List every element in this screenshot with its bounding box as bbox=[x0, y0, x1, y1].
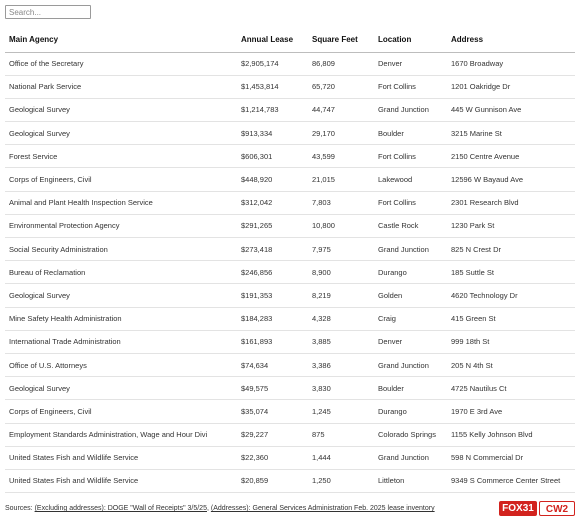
cell-square-feet: 10,800 bbox=[308, 214, 374, 237]
station-logos bbox=[499, 500, 575, 518]
table-row bbox=[5, 238, 575, 261]
table-body bbox=[5, 52, 575, 493]
table-row bbox=[5, 122, 575, 145]
cell-annual-lease: $29,227 bbox=[237, 423, 308, 446]
cell-location: Craig bbox=[374, 307, 447, 330]
cell-annual-lease: $913,334 bbox=[237, 122, 308, 145]
cell-square-feet: 1,250 bbox=[308, 469, 374, 492]
cell-main-agency: Geological Survey bbox=[5, 122, 237, 145]
cell-location: Grand Junction bbox=[374, 98, 447, 121]
sources-footer bbox=[5, 505, 435, 512]
cell-address: 1201 Oakridge Dr bbox=[447, 75, 575, 98]
cell-main-agency: International Trade Administration bbox=[5, 330, 237, 353]
table-row bbox=[5, 145, 575, 168]
cell-square-feet: 3,386 bbox=[308, 353, 374, 376]
fox31-logo: FOX31 bbox=[499, 501, 537, 516]
table-row bbox=[5, 261, 575, 284]
source-link-doge[interactable]: (Excluding addresses): DOGE "Wall of Receipts" 3/5/25 bbox=[34, 505, 207, 512]
cell-square-feet: 65,720 bbox=[308, 75, 374, 98]
table-row bbox=[5, 98, 575, 121]
cell-square-feet: 1,245 bbox=[308, 400, 374, 423]
table-row bbox=[5, 75, 575, 98]
cell-square-feet: 7,803 bbox=[308, 191, 374, 214]
cell-address: 1670 Broadway bbox=[447, 52, 575, 75]
column-header-square-feet[interactable]: Square Feet bbox=[308, 28, 374, 52]
cell-main-agency: United States Fish and Wildlife Service bbox=[5, 469, 237, 492]
cell-annual-lease: $1,453,814 bbox=[237, 75, 308, 98]
search-input[interactable] bbox=[5, 5, 91, 19]
cell-main-agency: Geological Survey bbox=[5, 284, 237, 307]
sources-separator: , bbox=[206, 505, 211, 512]
table-row bbox=[5, 307, 575, 330]
cell-main-agency: Employment Standards Administration, Wage and Hour Divi bbox=[5, 423, 237, 446]
cell-address: 9349 S Commerce Center Street bbox=[447, 469, 575, 492]
cell-square-feet: 21,015 bbox=[308, 168, 374, 191]
cell-address: 415 Green St bbox=[447, 307, 575, 330]
cell-address: 205 N 4th St bbox=[447, 353, 575, 376]
cell-location: Grand Junction bbox=[374, 446, 447, 469]
cell-main-agency: Animal and Plant Health Inspection Service bbox=[5, 191, 237, 214]
cell-location: Littleton bbox=[374, 469, 447, 492]
cell-location: Denver bbox=[374, 330, 447, 353]
cell-annual-lease: $291,265 bbox=[237, 214, 308, 237]
column-header-annual-lease[interactable]: Annual Lease bbox=[237, 28, 308, 52]
cell-address: 1155 Kelly Johnson Blvd bbox=[447, 423, 575, 446]
table-row bbox=[5, 446, 575, 469]
table-row bbox=[5, 469, 575, 492]
table-row bbox=[5, 400, 575, 423]
cell-square-feet: 43,599 bbox=[308, 145, 374, 168]
column-header-main-agency[interactable]: Main Agency bbox=[5, 28, 237, 52]
cell-annual-lease: $161,893 bbox=[237, 330, 308, 353]
cell-location: Boulder bbox=[374, 122, 447, 145]
cell-square-feet: 4,328 bbox=[308, 307, 374, 330]
cell-square-feet: 3,885 bbox=[308, 330, 374, 353]
cell-location: Durango bbox=[374, 400, 447, 423]
cell-square-feet: 8,900 bbox=[308, 261, 374, 284]
cell-location: Fort Collins bbox=[374, 145, 447, 168]
cell-address: 2301 Research Blvd bbox=[447, 191, 575, 214]
cell-location: Denver bbox=[374, 52, 447, 75]
cell-main-agency: Office of U.S. Attorneys bbox=[5, 353, 237, 376]
cell-address: 12596 W Bayaud Ave bbox=[447, 168, 575, 191]
cell-location: Lakewood bbox=[374, 168, 447, 191]
cell-square-feet: 875 bbox=[308, 423, 374, 446]
cell-annual-lease: $35,074 bbox=[237, 400, 308, 423]
table-row bbox=[5, 284, 575, 307]
table-row bbox=[5, 330, 575, 353]
cell-annual-lease: $2,905,174 bbox=[237, 52, 308, 75]
cell-annual-lease: $273,418 bbox=[237, 238, 308, 261]
cell-address: 4620 Technology Dr bbox=[447, 284, 575, 307]
cw2-logo: CW2 bbox=[539, 501, 575, 516]
table-row bbox=[5, 377, 575, 400]
cell-square-feet: 7,975 bbox=[308, 238, 374, 261]
cell-annual-lease: $49,575 bbox=[237, 377, 308, 400]
cell-address: 1970 E 3rd Ave bbox=[447, 400, 575, 423]
cell-location: Fort Collins bbox=[374, 75, 447, 98]
cell-location: Grand Junction bbox=[374, 238, 447, 261]
cell-annual-lease: $1,214,783 bbox=[237, 98, 308, 121]
cell-main-agency: Social Security Administration bbox=[5, 238, 237, 261]
cell-annual-lease: $20,859 bbox=[237, 469, 308, 492]
cell-address: 1230 Park St bbox=[447, 214, 575, 237]
table-row bbox=[5, 52, 575, 75]
cell-address: 185 Suttle St bbox=[447, 261, 575, 284]
cell-location: Grand Junction bbox=[374, 353, 447, 376]
cell-address: 825 N Crest Dr bbox=[447, 238, 575, 261]
cell-annual-lease: $191,353 bbox=[237, 284, 308, 307]
column-header-location[interactable]: Location bbox=[374, 28, 447, 52]
cell-main-agency: Forest Service bbox=[5, 145, 237, 168]
cell-annual-lease: $22,360 bbox=[237, 446, 308, 469]
cell-main-agency: Mine Safety Health Administration bbox=[5, 307, 237, 330]
cell-address: 3215 Marine St bbox=[447, 122, 575, 145]
cell-location: Boulder bbox=[374, 377, 447, 400]
cell-address: 4725 Nautilus Ct bbox=[447, 377, 575, 400]
sources-label: Sources: bbox=[5, 505, 35, 512]
cell-address: 2150 Centre Avenue bbox=[447, 145, 575, 168]
cell-main-agency: Environmental Protection Agency bbox=[5, 214, 237, 237]
cell-location: Castle Rock bbox=[374, 214, 447, 237]
cell-annual-lease: $246,856 bbox=[237, 261, 308, 284]
cell-location: Golden bbox=[374, 284, 447, 307]
cell-annual-lease: $312,042 bbox=[237, 191, 308, 214]
lease-table bbox=[5, 28, 575, 493]
cell-location: Durango bbox=[374, 261, 447, 284]
cell-square-feet: 3,830 bbox=[308, 377, 374, 400]
cell-address: 999 18th St bbox=[447, 330, 575, 353]
cell-annual-lease: $448,920 bbox=[237, 168, 308, 191]
cell-main-agency: Corps of Engineers, Civil bbox=[5, 168, 237, 191]
table-row bbox=[5, 214, 575, 237]
source-link-gsa[interactable]: (Addresses): General Services Administration Feb. 2025 lease inventory bbox=[210, 505, 435, 512]
cell-location: Colorado Springs bbox=[374, 423, 447, 446]
cell-square-feet: 29,170 bbox=[308, 122, 374, 145]
cell-main-agency: Geological Survey bbox=[5, 377, 237, 400]
cell-main-agency: National Park Service bbox=[5, 75, 237, 98]
cell-main-agency: Corps of Engineers, Civil bbox=[5, 400, 237, 423]
cell-annual-lease: $606,301 bbox=[237, 145, 308, 168]
table-row bbox=[5, 168, 575, 191]
cell-main-agency: Bureau of Reclamation bbox=[5, 261, 237, 284]
column-header-address[interactable]: Address bbox=[447, 28, 575, 52]
cell-address: 598 N Commercial Dr bbox=[447, 446, 575, 469]
table-header-row bbox=[5, 28, 575, 52]
cell-annual-lease: $184,283 bbox=[237, 307, 308, 330]
cell-location: Fort Collins bbox=[374, 191, 447, 214]
cell-address: 445 W Gunnison Ave bbox=[447, 98, 575, 121]
cell-main-agency: Office of the Secretary bbox=[5, 52, 237, 75]
table-row bbox=[5, 423, 575, 446]
cell-square-feet: 1,444 bbox=[308, 446, 374, 469]
cell-square-feet: 8,219 bbox=[308, 284, 374, 307]
cell-square-feet: 44,747 bbox=[308, 98, 374, 121]
cell-main-agency: United States Fish and Wildlife Service bbox=[5, 446, 237, 469]
cell-square-feet: 86,809 bbox=[308, 52, 374, 75]
cell-annual-lease: $74,634 bbox=[237, 353, 308, 376]
table-row bbox=[5, 191, 575, 214]
cell-main-agency: Geological Survey bbox=[5, 98, 237, 121]
table-row bbox=[5, 353, 575, 376]
